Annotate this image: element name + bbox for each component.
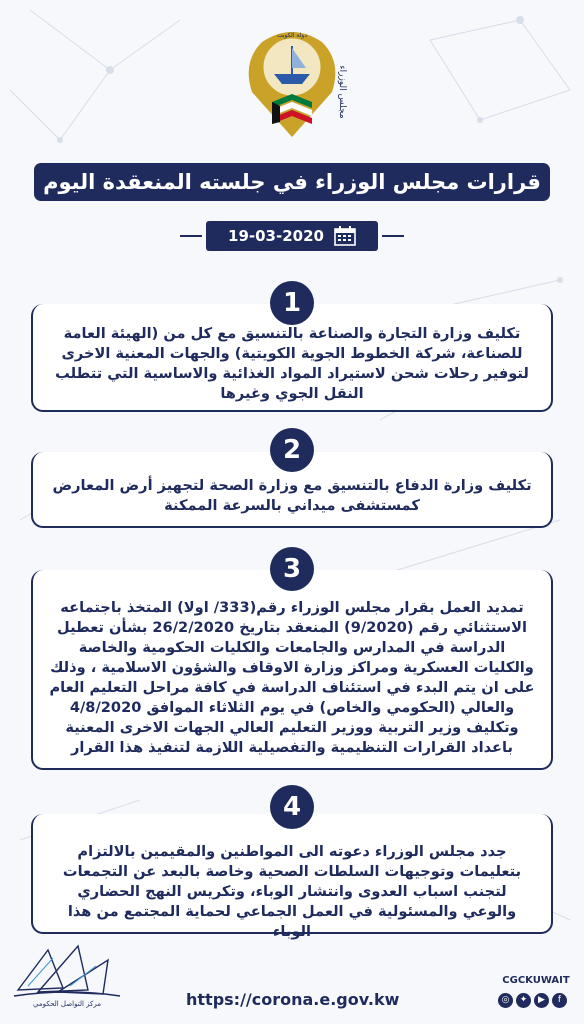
youtube-icon[interactable]: ▶	[534, 993, 549, 1008]
date-text: 19-03-2020	[228, 227, 324, 245]
decision-number-4: 4	[270, 785, 314, 829]
corona-website-link[interactable]: https://corona.e.gov.kw	[186, 990, 400, 1009]
decision-text-1: تكليف وزارة التجارة والصناعة بالتنسيق مع كل من (الهيئة العامة للصناعة، شركة الخطوط الجوية الكويتية) والجهات المعنية الاخرى لتوفير رحلات شحن لاستيراد المواد الغذائية والاساسية التي تتطلب النقل الجوي وغيرها	[55, 325, 529, 402]
decision-card-4	[31, 814, 553, 940]
page-title: قرارات مجلس الوزراء في جلسته المنعقدة اليوم	[34, 163, 550, 201]
decision-number-2: 2	[270, 428, 314, 472]
twitter-icon[interactable]: ✦	[516, 993, 531, 1008]
social-handle: CGCKUWAIT	[502, 975, 570, 986]
kuwait-emblem-logo	[232, 22, 352, 140]
facebook-icon[interactable]: f	[552, 993, 567, 1008]
decision-card-3	[31, 570, 553, 770]
decision-text-3: تمديد العمل بقرار مجلس الوزراء رقم(333/ اولا) المتخذ باجتماعه الاستثنائي رقم (9/2020) المنعقد بتاريخ 26/2/2020 بشأن تعطيل الدراسة في المدارس والجامعات والكليات الحكومية والخاصة والكليات العسكرية ومراكز وزارة الاوقاف والشؤون الاسلامية ، وذلك على ان يتم البدء في استئناف الدراسة في كافة مراحل التعليم العام والعالي (الحكومي والخاص) في يوم الثلاثاء الموافق 4/8/2020 وتكليف وزير التربية ووزير التعليم العالي الجهات الاخرى المعنية باعداد القرارات التنظيمية والتفصيلية اللازمة لتنفيذ هذا القرار	[49, 599, 535, 756]
emblem-top-text: دولة الكويت	[277, 32, 307, 39]
emblem-council-text: مجلس الوزراء	[337, 65, 347, 119]
org-logo-text: مركز التواصل الحكومي	[33, 1000, 101, 1008]
instagram-icon[interactable]: ◎	[498, 993, 513, 1008]
decision-text-2: تكليف وزارة الدفاع بالتنسيق مع وزارة الصحة لتجهيز أرض المعارض كمستشفى ميداني بالسرعة الممكنة	[52, 477, 532, 514]
decision-text-4: جدد مجلس الوزراء دعوته الى المواطنين والمقيمين بالالتزام بتعليمات وتوجيهات السلطات الصحية وخاصة بالبعد عن التجمعات لتجنب اسباب العدوى وانتشار الوباء، وتكريس النهج الحضاري والوعي والمسئولية في العمل الجماعي لحماية المجتمع من هذا الوباء	[62, 843, 522, 940]
calendar-icon	[334, 226, 356, 246]
decision-number-1: 1	[270, 281, 314, 325]
social-icons	[498, 993, 567, 1008]
decision-number-3: 3	[270, 547, 314, 591]
date-badge	[206, 221, 378, 251]
